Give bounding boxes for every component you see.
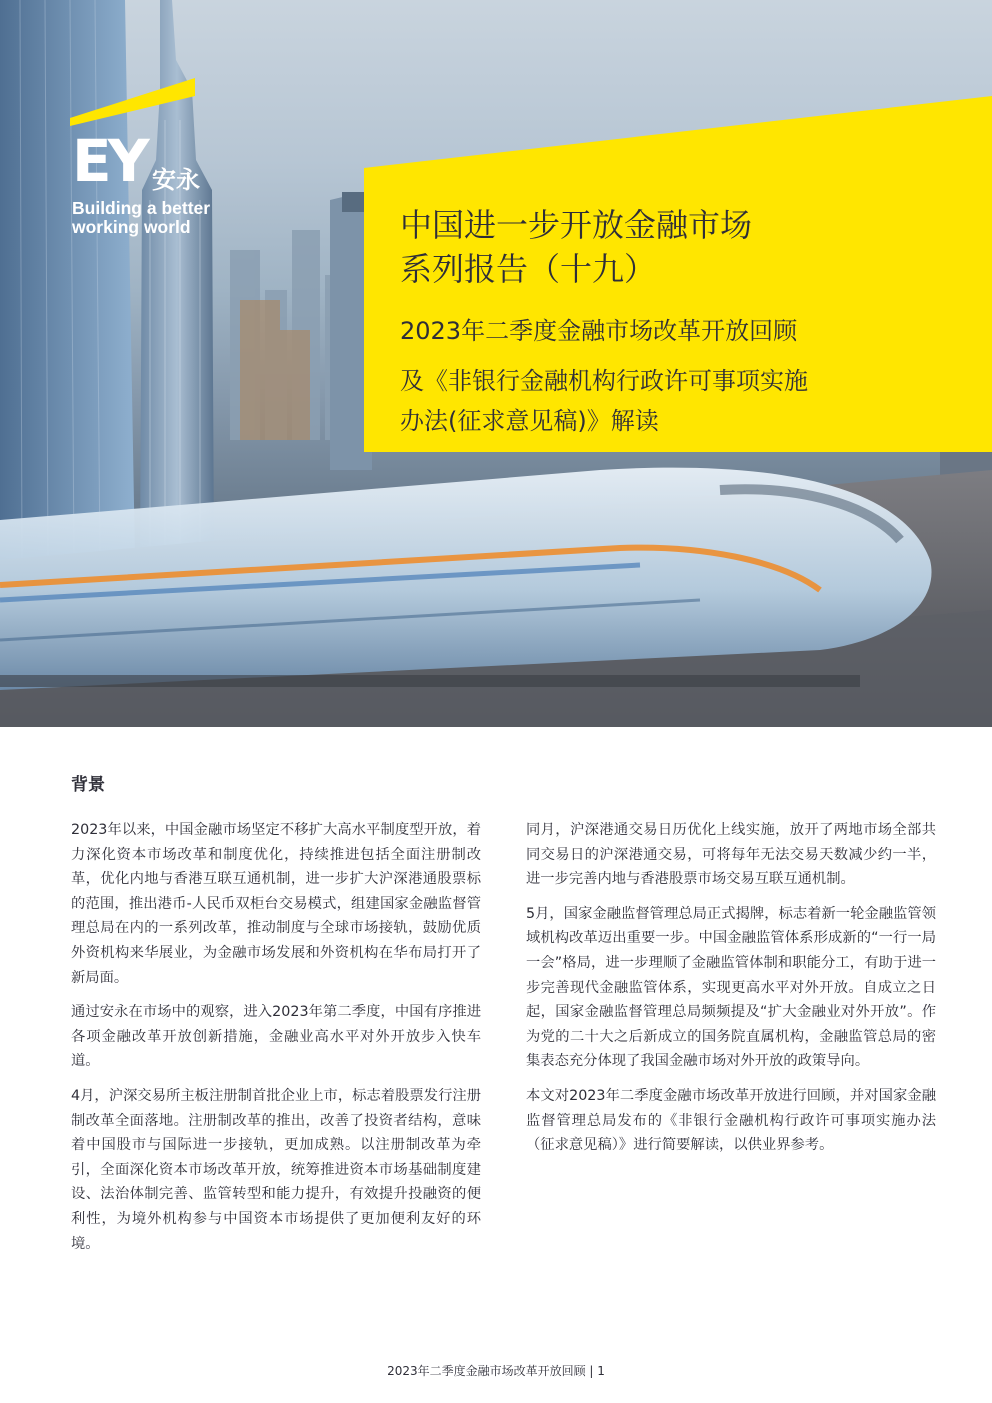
tagline-line-2: working world — [72, 217, 191, 237]
paragraph: 4月，沪深交易所主板注册制首批企业上市，标志着股票发行注册制改革全面落地。注册制改革的推出，改善了投资者结构，意味着中国股市与国际进一步接轨，更加成熟。以注册制改革为牵引，全面深化资本市场改革开放，统筹推进资本市场基础制度建设、法治体制完善、监管转型和能力提升，有效提升投融资的便利性，为境外机构参与中国资本市场提供了更加便利友好的环境。 — [71, 1087, 481, 1252]
tagline-line-1: Building a better — [72, 198, 211, 218]
paragraph: 本文对2023年二季度金融市场改革开放进行回顾，并对国家金融监督管理总局发布的《非银行金融机构行政许可事项实施办法（征求意见稿）》进行简要解读，以供业界参考。 — [526, 1087, 936, 1154]
paragraph: 通过安永在市场中的观察，进入2023年第二季度，中国有序推进各项金融改革开放创新措施，金融业高水平对外开放步入快车道。 — [71, 1004, 481, 1070]
report-subtitle-2 — [400, 361, 960, 441]
paragraph: 5月，国家金融监督管理总局正式揭牌，标志着新一轮金融监管领域机构改革迈出重要一步。中国金融监管体系形成新的“一行一局一会”格局，进一步理顺了金融监管体制和职能分工，有助于进一步完善现代金融监管体系，实现更高水平对外开放。自成立之日起，国家金融监督管理总局频频提及“扩大金融业对外开放”。作为党的二十大之后新成立的国务院直属机构，金融监管总局的密集表态充分体现了我国金融市场对外开放的政策导向。 — [526, 905, 936, 1070]
report-subtitle-1: 2023年二季度金融市场改革开放回顾 — [400, 317, 798, 345]
subtitle-line-2a: 及《非银行金融机构行政许可事项实施 — [400, 367, 808, 395]
brand-tagline — [72, 199, 210, 237]
section-heading: 背景 — [71, 775, 105, 795]
title-line-1: 中国进一步开放金融市场 — [400, 206, 753, 244]
paragraph: 同月，沪深港通交易日历优化上线实施，放开了两地市场全部共同交易日的沪深港通交易，可将每年无法交易天数减少约一半，进一步完善内地与香港股票市场交易互联互通机制。 — [526, 822, 936, 888]
ey-logo-chinese: 安永 — [152, 166, 200, 194]
ey-logo: EY — [72, 127, 146, 195]
subtitle-line-2b: 办法(征求意见稿)》解读 — [400, 407, 659, 435]
left-column — [71, 818, 481, 1266]
page-footer: 2023年二季度金融市场改革开放回顾 | 1 — [387, 1364, 605, 1378]
title-line-2: 系列报告（十九） — [400, 250, 657, 288]
report-title — [400, 203, 960, 291]
right-column — [526, 818, 936, 1168]
paragraph: 2023年以来，中国金融市场坚定不移扩大高水平制度型开放，着力深化资本市场改革和制度优化，持续推进包括全面注册制改革，优化内地与香港互联互通机制，进一步扩大沪深港通股票标的范围，推出港币-人民币双柜台交易模式，组建国家金融监督管理总局在内的一系列改革，推动制度与全球市场接轨，鼓励优质外资机构来华展业，为金融市场发展和外资机构在华布局打开了新局面。 — [71, 822, 481, 986]
